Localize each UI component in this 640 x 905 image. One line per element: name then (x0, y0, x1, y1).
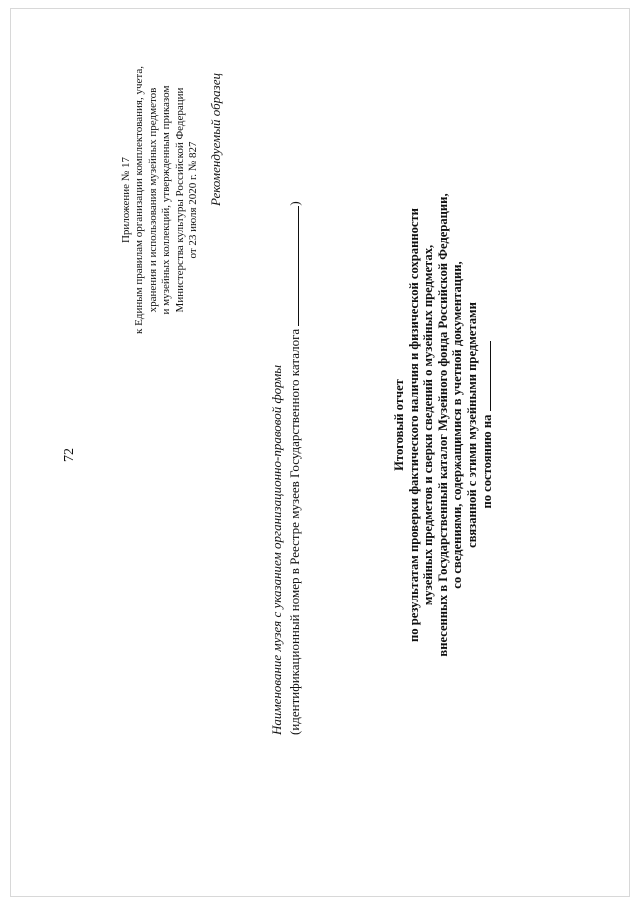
report-title-block (392, 115, 494, 735)
id-blank-field (286, 206, 299, 326)
report-title: Итоговый отчет (392, 379, 406, 471)
appendix-line: и музейных коллекций, утвержденным приказом (160, 85, 173, 315)
museum-block (268, 175, 304, 735)
report-as-of (480, 115, 495, 735)
appendix-line: Приложение № 17 (120, 156, 132, 244)
as-of-blank-field (480, 341, 491, 411)
report-line: музейных предметов и сверки сведений о музейных предметах, (421, 244, 436, 606)
sample-label: Рекомендуемый образец (208, 73, 223, 207)
page-number: 72 (62, 448, 77, 462)
appendix-line: Министерства культуры Российской Федерации (173, 87, 186, 313)
report-line: внесенных в Государственный каталог Музейного фонда Российской Федерации, (435, 193, 450, 657)
museum-id-line (286, 175, 304, 735)
appendix-header (120, 40, 200, 360)
report-line: связанной с этими музейными предметами (464, 302, 479, 548)
appendix-line: от 23 июля 2020 г. № 827 (187, 141, 200, 259)
as-of-label: по состоянию на (479, 414, 494, 509)
museum-name-line: Наименование музея с указанием организационно-правовой формы (269, 364, 284, 735)
museum-id-close: ) (287, 201, 302, 206)
report-line: по результатам проверки фактического наличия и физической сохранности (406, 208, 421, 642)
report-line: со сведениями, содержащимися в учетной документации, (450, 261, 465, 589)
museum-id-text: (идентификационный номер в Реестре музеев Государственного каталога (287, 328, 302, 735)
appendix-line: хранения и использования музейных предметов (146, 87, 159, 313)
appendix-line: к Единым правилам организации комплектования, учета, (133, 66, 146, 334)
